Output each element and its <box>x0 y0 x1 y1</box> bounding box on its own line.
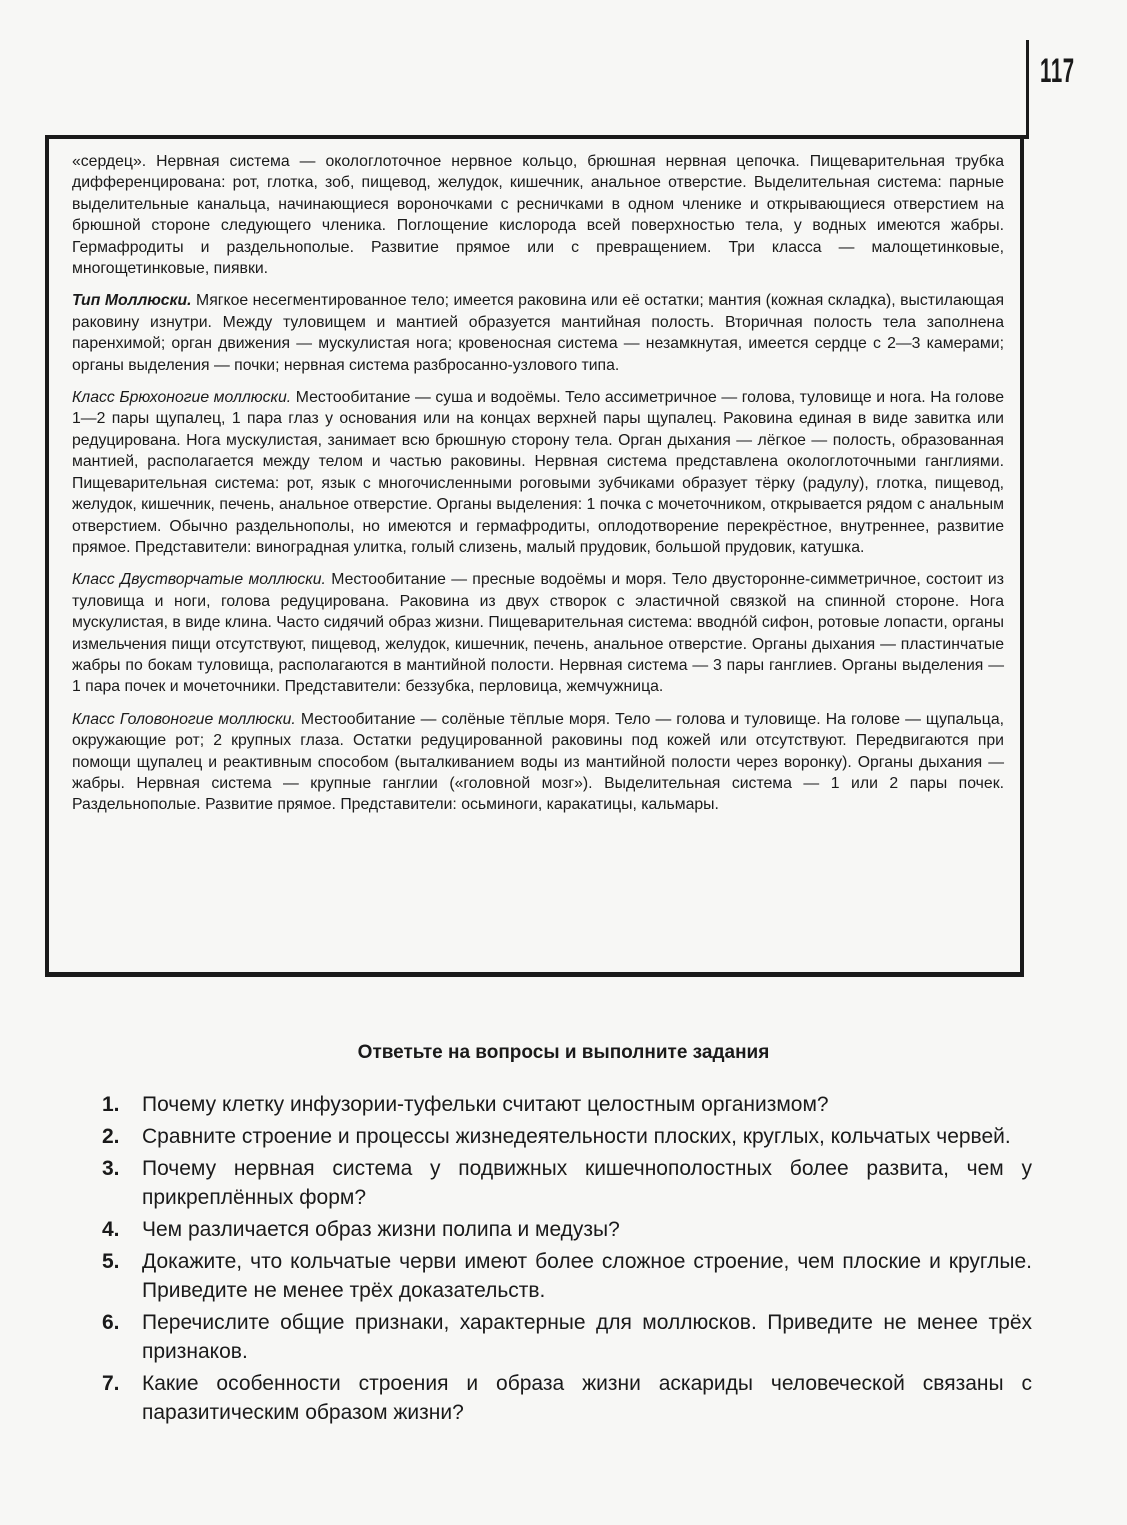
text-gastropoda: Местообитание — суша и водоёмы. Тело ассиметричное — голова, туловище и нога. На голове 1—2 пары щупалец, 1 пара глаз у основания или на концах верхней пары щупалец. Раковина единая в виде завитка или редуцирована. Нога мускулистая, занимает всю брюшную сторону тела. Орган дыхания — лёгкое — полость, образованная мантией, располагается между телом и частью раковины. Нервная система представлена окологлоточными ганглиями. Пищеварительная система: рот, язык с многочисленными роговыми зубчиками образует тёрку (радулу), глотка, пищевод, желудок, кишечник, печень, анальное отверстие. Органы выделения: 1 почка с мочеточником, открывается рядом с анальным отверстием. Обычно раздельнополы, но имеются и гермафродиты, оплодотворение перекрёстное, внутреннее, развитие прямое. Представители: виноградная улитка, голый слизень, малый прудовик, большой прудовик, катушка. <box>72 389 1005 556</box>
question-item <box>102 1369 1032 1427</box>
question-text: Чем различается образ жизни полипа и медузы? <box>142 1218 620 1241</box>
paragraph-annelids: «сердец». Нервная система — окологлоточное нервное кольцо, брюшная нервная цепочка. Пищеварительная трубка дифференцирована: рот, глотка, зоб, пищевод, желудок, кишечник, анальное отверстие. Выделительная система: парные выделительные канальца, начинающиеся вороночками с ресничками в одном членике и открывающиеся отверстием на брюшной стороне следующего членика. Поглощение кислорода всей поверхностью тела, у водных имеются жабры. Гермафродиты и раздельнополые. Развитие прямое или с превращением. Три класса — малощетинковые, многощетинковые, пиявки. <box>72 153 1004 278</box>
paragraph-cephalopoda <box>72 709 1004 816</box>
term-cephalopoda: Класс Головоногие моллюски. <box>72 710 296 728</box>
question-number: 4. <box>102 1218 120 1241</box>
question-text: Почему клетку инфузории-туфельки считают целостным организмом? <box>142 1093 829 1116</box>
question-item <box>102 1215 1032 1244</box>
question-item <box>102 1122 1032 1151</box>
question-item <box>102 1090 1032 1119</box>
question-number: 3. <box>102 1157 120 1180</box>
question-text: Какие особенности строения и образа жизни аскариды человеческой связаны с паразитическим образом жизни? <box>142 1372 1032 1424</box>
question-item <box>102 1308 1032 1366</box>
term-bivalvia: Класс Двустворчатые моллюски. <box>72 571 326 589</box>
question-number: 7. <box>102 1372 120 1395</box>
question-number: 2. <box>102 1125 120 1148</box>
text-bivalvia: Местообитание — пресные водоёмы и моря. Тело двусторонне-симметричное, состоит из туловища и ноги, голова редуцирована. Раковина из двух створок с эластичной связкой на спинной стороне. Нога мускулистая, в виде клина. Часто сидячий образ жизни. Пищеварительная система: вводнóй сифон, ротовые лопасти, органы измельчения пищи отсутствуют, пищевод, желудок, кишечник, печень, анальное отверстие. Органы дыхания — пластинчатые жабры по бокам туловища, располагаются в мантийной полости. Нервная система — 3 пары ганглиев. Органы выделения — 1 пара почек и мочеточники. Представители: беззубка, перловица, жемчужница. <box>72 571 1004 696</box>
info-box-content <box>72 151 1004 827</box>
paragraph-mollusca <box>72 290 1004 376</box>
question-item <box>102 1247 1032 1305</box>
question-text: Сравните строение и процессы жизнедеятельности плоских, круглых, кольчатых червей. <box>142 1125 1011 1148</box>
text-cephalopoda: Местообитание — солёные тёплые моря. Тело — голова и туловище. На голове — щупальца, окружающие рот; 2 крупных глаза. Остатки редуцированной раковины под кожей или отсутствуют. Передвигаются при помощи щупалец и реактивным способом (выталкиванием воды из мантийной полости через воронку). Органы дыхания — жабры. Нервная система — крупные ганглии («головной мозг»). Выделительная система — 1 или 2 пары почек. Раздельнополые. Развитие прямое. Представители: осьминоги, каракатицы, кальмары. <box>72 710 1005 814</box>
text-mollusca: Мягкое несегментированное тело; имеется раковина или её остатки; мантия (кожная складка), выстилающая раковину изнутри. Между туловищем и мантией образуется мантийная полость. Вторичная полость тела заполнена паренхимой; орган движения — мускулистая нога; кровеносная система — незамкнутая, имеется сердце с 2—3 камерами; органы выделения — почки; нервная система разбросанно-узлового типа. <box>72 292 1004 374</box>
question-item <box>102 1154 1032 1212</box>
header-vertical-rule <box>1026 40 1029 138</box>
questions-title: Ответьте на вопросы и выполните задания <box>357 1042 770 1063</box>
term-gastropoda: Класс Брюхоногие моллюски. <box>72 389 292 407</box>
question-number: 1. <box>102 1093 120 1116</box>
question-text: Почему нервная система у подвижных кишечнополостных более развита, чем у прикреплённых форм? <box>142 1157 1032 1209</box>
term-mollusca: Тип Моллюски. <box>72 292 192 310</box>
paragraph-gastropoda <box>72 387 1004 558</box>
question-number: 6. <box>102 1311 120 1334</box>
question-list <box>102 1090 1032 1430</box>
paragraph-bivalvia <box>72 569 1004 697</box>
question-text: Докажите, что кольчатые черви имеют более сложное строение, чем плоские и круглые. Приведите не менее трёх доказательств. <box>142 1250 1032 1302</box>
question-text: Перечислите общие признаки, характерные для моллюсков. Приведите не менее трёх признаков. <box>142 1311 1032 1363</box>
question-number: 5. <box>102 1250 120 1273</box>
page-number: 117 <box>1040 52 1075 90</box>
